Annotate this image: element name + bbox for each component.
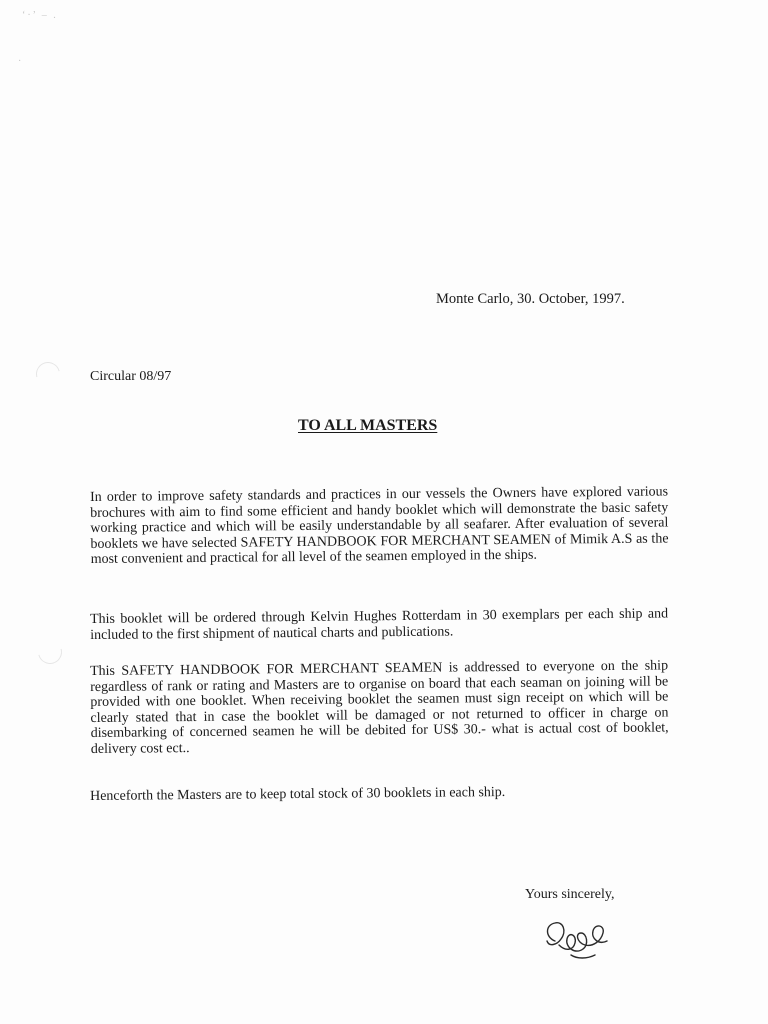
body-paragraph-4: Henceforth the Masters are to keep total stock of 30 booklets in each ship.	[90, 785, 506, 804]
punch-hole-mark	[34, 636, 67, 669]
body-paragraph-1: In order to improve safety standards and practices in our vessels the Owners have explored various brochures with aim to find some efficient and handy booklet which will demonstrate the basic safety working practice and which will be easily understandable by all seafarer. After evaluation of several booklets we have selected SAFETY HANDBOOK FOR MERCHANT SEAMEN of Mimik A.S as the most convenient and practical for all level of the seamen employed in the ships.	[90, 484, 669, 568]
circular-reference: Circular 08/97	[90, 369, 172, 384]
scan-artifact: ‘·’ – .	[22, 10, 58, 21]
body-paragraph-3: This SAFETY HANDBOOK FOR MERCHANT SEAMEN is addressed to everyone on the ship regardless of rank or rating and Masters are to organise on board that each seaman on joining will be provided with one booklet. When receiving booklet the seamen must sign receipt on which will be clearly stated that in case the booklet will be damaged or not returned to officer in charge on disembarking of concerned seamen he will be debited for US$ 30.- what is actual cost of booklet, delivery cost ect..	[90, 658, 669, 757]
scan-artifact: ·	[18, 56, 22, 67]
signature-icon	[541, 915, 613, 961]
body-paragraph-2: This booklet will be ordered through Kelvin Hughes Rotterdam in 30 exemplars per each ship and included to the first shipment of nautical charts and publications.	[90, 606, 669, 643]
closing-salutation: Yours sincerely,	[525, 887, 615, 902]
date-line: Monte Carlo, 30. October, 1997.	[436, 291, 625, 307]
letter-heading: TO ALL MASTERS	[298, 417, 438, 434]
punch-hole-mark	[32, 358, 65, 391]
